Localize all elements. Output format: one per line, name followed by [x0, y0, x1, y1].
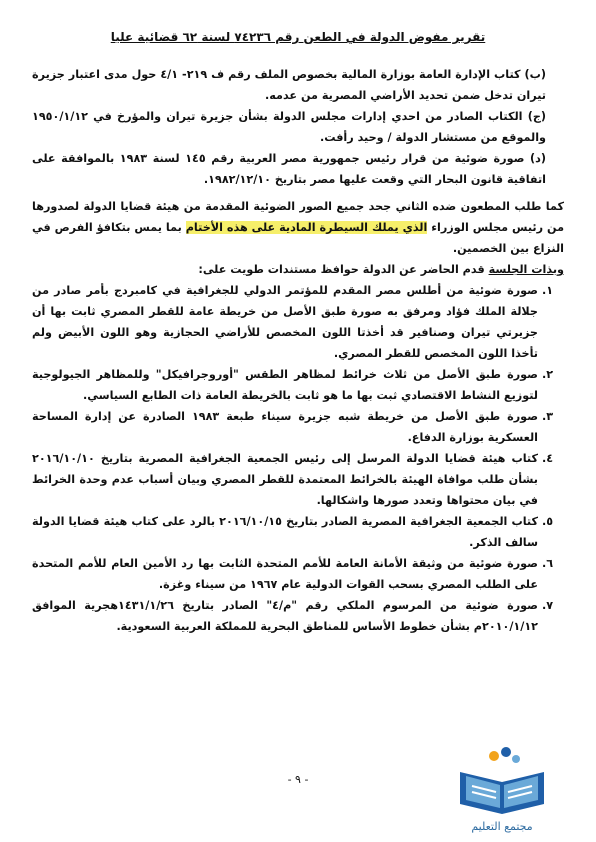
session-title: وبذات الجلسة [488, 263, 564, 276]
document-item [32, 280, 564, 364]
document-number: ٢. [542, 368, 554, 381]
highlighted-text: الذي يملك السيطرة المادية على هذه الأختام [185, 221, 428, 234]
document-text: كتاب هيئة قضايا الدولة المرسل إلى رئيس الجمعية الجغرافية المصرية بتاريخ ٢٠١٦/١٠/١٠ بشأن طلب موافاة الهيئة بالخرائط المعتمدة للقطر المصري وبيان أسباب عدم وحدة الخرائط في بيان محتواها وتعدد صورها واشكالها. [32, 452, 538, 507]
document-text: صورة ضوئية من أطلس مصر المقدم للمؤتمر الدولي للجغرافية في كامبردج بأمر صادر من جلالة الملك فؤاد ومرفق به صورة طبق الأصل من خريطة عامة للقطر المصري ثابت بها أن جزيرتي تيران وصنافير قد أخذتا اللون المخصص للأراضي الحجازية وهو اللون الأبيض ولم تأخذا اللون المخصص للقطر المصري. [32, 284, 538, 360]
document-number: ٦. [542, 557, 554, 570]
page-header: تقرير مفوض الدولة في الطعن رقم ٧٤٢٣٦ لسنة ٦٢ قضائية عليا [110, 30, 486, 44]
intro-item-c [32, 106, 564, 148]
document-text: كتاب الجمعية الجغرافية المصرية الصادر بتاريخ ٢٠١٦/١٠/١٥ بالرد على كتاب هيئة قضايا الدولة سالف الذكر. [32, 515, 538, 549]
intro-item-text: الكتاب الصادر من احدي إدارات مجلس الدولة بشأن جزيرة تيران والمؤرخ في ١٩٥٠/١/١٢ والموقع من مستشار الدولة / وحيد رأفت. [32, 110, 546, 144]
page-number: - ٩ - [287, 773, 309, 786]
intro-item-label: (د) [530, 152, 546, 165]
intro-item-label: (ج) [527, 110, 546, 123]
document-item [32, 448, 564, 511]
document-item [32, 553, 564, 595]
book-logo-icon [452, 742, 552, 820]
document-number: ٥. [542, 515, 554, 528]
document-number: ٤. [542, 452, 554, 465]
documents-list [32, 280, 564, 637]
document-number: ١. [542, 284, 554, 297]
request-text-part1: كما طلب المطعون ضده الثاني جحد جميع الصور الضوئية المقدمة من هيئة قضايا الدولة لصدورها من رئيس مجلس الوزراء [32, 200, 565, 234]
intro-item-text: صورة ضوئية من قرار رئيس جمهورية مصر العربية رقم ١٤٥ لسنة ١٩٨٣ بالموافقة على اتفاقية قانون البحار التي وقعت عليها مصر بتاريخ ١٩٨٢/١٢/١٠. [32, 152, 546, 186]
site-logo [452, 742, 552, 840]
intro-item-d [32, 148, 564, 190]
intro-item-label: (ب) [524, 68, 546, 81]
document-text: صورة ضوئية من وثيقة الأمانة العامة للأمم المتحدة الثابت بها رد الأمين العام للأمم المتحدة على الطلب المصري بسحب القوات الدولية عام ١٩٦٧ من سيناء وغزة. [32, 557, 538, 591]
document-item [32, 406, 564, 448]
document-text: صورة ضوئية من المرسوم الملكي رقم "م/٤" الصادر بتاريخ ١٤٣١/١/٢٦هجرية الموافق ٢٠١٠/١/١٢م بشأن خطوط الأساس للمناطق البحرية للمملكة العربية السعودية. [32, 599, 538, 633]
request-text-part2: بما يمس بتكافؤ الفرص في النزاع بين الخصمين. [32, 221, 564, 255]
logo-caption: مجتمع التعليم [471, 820, 533, 833]
intro-list [32, 64, 564, 190]
document-body [32, 64, 564, 637]
session-heading [32, 259, 564, 280]
session-text: قدم الحاضر عن الدولة حوافظ مستندات طويت على: [198, 263, 489, 276]
document-number: ٧. [542, 599, 554, 612]
document-item [32, 511, 564, 553]
intro-item-text: كتاب الإدارة العامة بوزارة المالية بخصوص الملف رقم ف ٢١٩- ٤/١ حول مدى اعتبار جزيرة تيران تدخل ضمن تحديد الأراضي المصرية من عدمه. [32, 68, 546, 102]
intro-item-b [32, 64, 564, 106]
document-text: صورة طبق الأصل من خريطة شبه جزيرة سيناء طبعة ١٩٨٣ الصادرة عن إدارة المساحة العسكرية بوزارة الدفاع. [32, 410, 539, 444]
request-paragraph [32, 196, 564, 259]
document-item [32, 595, 564, 637]
document-number: ٣. [542, 410, 554, 423]
document-text: صورة طبق الأصل من ثلاث خرائط لمظاهر الطقس "أوروجرافيكل" وللمظاهر الجيولوجية لتوزيع النشاط الاقتصادي ثبت بها ما هو ثابت بالخريطة العامة ذات الطابع السياسي. [32, 368, 538, 402]
document-item [32, 364, 564, 406]
